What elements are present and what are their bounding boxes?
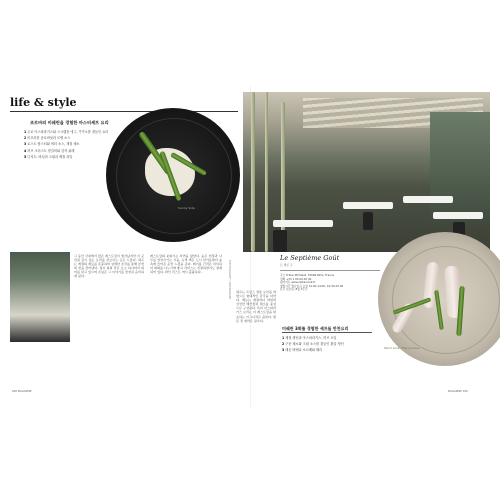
body-text-column: 레스토랑의 분위기는 자연을 닮았다. 높은 천장과 나무를 연상시키는 기둥, 녹색 벽은 도시 한가운데서 숲속에 들어온 듯한 느낌을 준다. 테이블 간격은 넉넉하여 대화를 나누기에 좋고 서비스는 친절하면서도 절제되어 있다. 와인 리스트 역시 훌륭하다. (150, 254, 222, 275)
sidebar-rule (282, 332, 372, 333)
chair (363, 212, 373, 230)
vertical-note: PHOTOGRAPHY / RESTAURANT (228, 260, 231, 300)
green-wall (430, 112, 490, 222)
info-row: 휴무 일요일, 8월 3주간 (280, 287, 308, 292)
sidebar-title: 미쉐린 3회를 경험한 셰프들 만찬요리 (282, 326, 349, 331)
sidebar-item: 2 미끄리한 송로버섯과 모렐 소스 (24, 136, 71, 141)
restaurant-info-box (280, 254, 380, 292)
restaurant-interior-photo (243, 92, 490, 252)
info-row: 전화 +33 1 00 00 00 00 (280, 276, 312, 281)
sidebar-item: 4 허브 크러스트 양갈비와 감자 퓌레 (24, 148, 75, 153)
sidebar-title: 조르바의 미쉐린을 경험한 마스터셰프 요리 (30, 120, 109, 125)
sidebar-item: 1 우로 아스파라거스와 스크램블 에그, 카카오를 곁들인 요리 (24, 130, 109, 134)
dining-table (403, 196, 453, 203)
dining-table (273, 220, 333, 227)
sidebar-item: 3 로스트 랍스터와 버터 소스, 계절 채소 (24, 142, 80, 147)
body-text-column: 셰프는 프랑스 정통 요리를 바탕으로 현대적인 감각을 더한다. 메뉴는 계절마다 바뀌며 신선한 해산물과 채소를 중심으로 구성된다. 특히 아스파라거스 요리는 이 레스토랑을 대표하는 시그니처로 꼽힌다. 방문 전 예약은 필수다. (236, 290, 276, 323)
folio-right: MAGAZINE 049 (448, 390, 468, 393)
plate-caption: Wood Grain, Fish & Green (384, 346, 420, 350)
tree-column (251, 92, 255, 252)
restaurant-name: Le Septième Goût (280, 254, 340, 262)
sidebar-item: 3 레몬 버베나 소르베와 베리 (282, 348, 323, 353)
info-row: 주소 8 Rue Michelet, 75006 Paris, France (280, 273, 335, 277)
section-title: life & style (10, 96, 77, 109)
info-row: 웹사이트 www.restaurant.fr (280, 280, 316, 285)
body-text-column: 그 동안 국내에서 많은 레스토랑이 생겨났지만 이 곳만큼 깊이 있는 요리를 선보이는 곳은 드물다. 셰프는 계절의 재료를 존중하며 섬세한 조리를 통해 본연의 맛을 끌어낸다. 접시 위의 작은 요소 하나까지 의미를 담고 있으며 손님은 그 이야기를 천천히 음미하게 된다. (74, 254, 144, 279)
section-rule (10, 111, 238, 112)
info-row: 영업시간 월요일-토요일 12:00-14:00, 19:30-22:00 (280, 283, 344, 288)
dining-table (343, 202, 393, 209)
restaurant-name-korean: 르 세븐 구 (280, 263, 293, 267)
sidebar-item: 2 구운 채소와 크림 소스를 곁들인 흰살 생선 (282, 342, 344, 347)
sidebar-item: 5 디저트: 바닐라 크림과 제철 과일 (24, 154, 73, 159)
folio-left: 048 MAGAZINE (12, 390, 32, 393)
menu-sidebar (282, 336, 374, 355)
chair (273, 230, 287, 252)
tree-column (265, 92, 268, 252)
sidebar-item: 1 제철 생선과 아스파라거스, 허브 오일 (282, 336, 337, 340)
dining-room-photo (10, 252, 70, 342)
plate-caption: Sunny Side (178, 206, 195, 210)
info-divider (280, 270, 380, 271)
dining-table (433, 212, 483, 219)
